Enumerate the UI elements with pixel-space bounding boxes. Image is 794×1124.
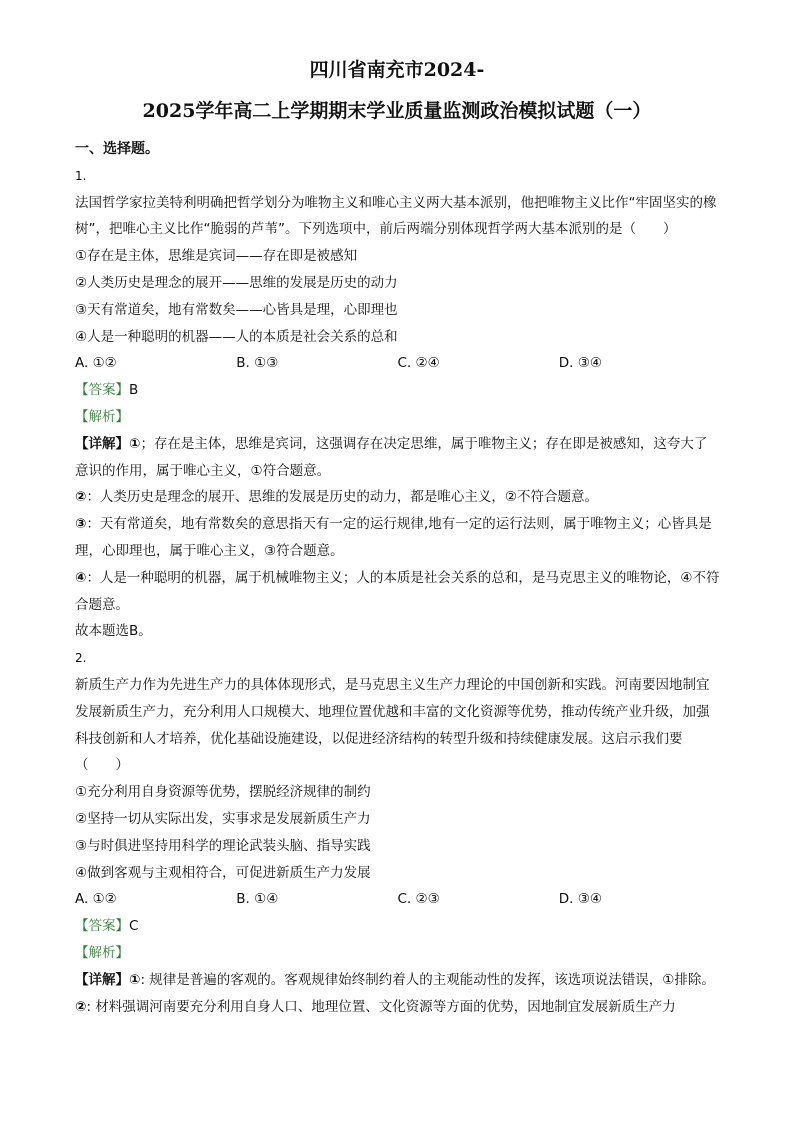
question-stem: 新质生产力作为先进生产力的具体体现形式，是马克思主义生产力理论的中国创新和实践。河南要因地制宜发展新质生产力，充分利用人口规模大、地理位置优越和丰富的文化资源等优势，推动传统产业升级，加强科技创新和人才培养，优化基础设施建设，以促进经济结构的转型升级和持续健康发展。这启示我们要（ ） [75, 676, 710, 774]
option-a: A. ①② [75, 355, 117, 372]
answer-options [75, 886, 720, 913]
detail-number: ③ [75, 516, 87, 533]
document-body [75, 136, 720, 1020]
detail-paragraph [75, 967, 720, 994]
answer-line [75, 913, 720, 940]
detail-number: ① [129, 435, 141, 452]
option-a: A. ①② [75, 891, 117, 908]
option-b: B. ①③ [236, 355, 279, 372]
detail-tag: 【详解】 [75, 971, 129, 988]
answer-tag: 【答案】 [75, 382, 129, 399]
detail-text: ：人类历史是理念的展开、思维的发展是历史的动力，都是唯心主义，②不符合题意。 [86, 489, 599, 506]
option-d: D. ③④ [558, 891, 602, 908]
detail-text: ：天有常道矣，地有常数矣的意思指天有一定的运行规律,地有一定的运行法则，属于唯物主义；心皆具是理，心即理也，属于唯心主义，③符合题意。 [75, 516, 712, 559]
question-number: 1. [75, 168, 87, 183]
analysis-tag: 【解析】 [75, 944, 129, 961]
detail-paragraph [75, 431, 720, 485]
answer-options [75, 350, 720, 377]
detail-paragraph [75, 484, 720, 511]
question-2 [75, 645, 720, 1020]
answer-value: C [129, 918, 139, 935]
statement-item: ③天有常道矣，地有常数矣——心皆具是理，心即理也 [75, 301, 398, 318]
statement-item: ④人是一种聪明的机器——人的本质是社会关系的总和 [75, 328, 398, 345]
answer-value: B [129, 382, 139, 399]
analysis-tag: 【解析】 [75, 408, 129, 425]
detail-number: ② [75, 489, 87, 506]
statement-item: ④做到客观与主观相符合，可促进新质生产力发展 [75, 864, 371, 881]
detail-number: ① [129, 971, 141, 988]
statement-item: ②坚持一切从实际出发，实事求是发展新质生产力 [75, 810, 371, 827]
detail-paragraph [75, 511, 720, 565]
statement-item: ②人类历史是理念的展开——思维的发展是历史的动力 [75, 274, 398, 291]
option-d: D. ③④ [558, 355, 602, 372]
detail-text: : 材料强调河南要充分利用自身人口、地理位置、文化资源等方面的优势，因地制宜发展新质生产力 [86, 998, 676, 1015]
answer-tag: 【答案】 [75, 918, 129, 935]
detail-text: : 规律是普遍的客观的。客观规律始终制约着人的主观能动性的发挥，该选项说法错误，①排除。 [140, 971, 715, 988]
detail-number: ② [75, 998, 87, 1015]
option-c: C. ②④ [397, 355, 440, 372]
detail-tag: 【详解】 [75, 435, 129, 452]
question-1 [75, 163, 720, 645]
detail-paragraph [75, 994, 720, 1021]
statement-item: ①存在是主体，思维是宾词——存在即是被感知 [75, 248, 358, 265]
answer-line [75, 377, 720, 404]
statement-item: ①充分利用自身资源等优势，摆脱经济规律的制约 [75, 784, 371, 801]
statement-item: ③与时俱进坚持用科学的理论武装头脑、指导实践 [75, 837, 371, 854]
detail-paragraph [75, 565, 720, 619]
question-number: 2. [75, 651, 87, 666]
detail-text: ；存在是主体，思维是宾词，这强调存在决定思维，属于唯物主义；存在即是被感知，这夸大了意识的作用，属于唯心主义，①符合题意。 [75, 435, 708, 479]
conclusion: 故本题选B。 [75, 623, 152, 640]
detail-text: ：人是一种聪明的机器，属于机械唯物主义；人的本质是社会关系的总和，是马克思主义的唯物论，④不符合题意。 [75, 569, 720, 613]
section-heading: 一、选择题。 [75, 141, 159, 157]
page-title-line-1: 四川省南充市2024- [309, 59, 485, 81]
detail-number: ④ [75, 569, 87, 586]
question-stem: 法国哲学家拉美特利明确把哲学划分为唯物主义和唯心主义两大基本派别，他把唯物主义比作“牢固坚实的橡树”，把唯心主义比作“脆弱的芦苇”。下列选项中，前后两端分别体现哲学两大基本派别的是（ ） [75, 194, 717, 238]
option-c: C. ②③ [397, 891, 440, 908]
option-b: B. ①④ [236, 891, 279, 908]
page-title-line-2: 2025学年高二上学期期末学业质量监测政治模拟试题（一） [142, 100, 652, 122]
